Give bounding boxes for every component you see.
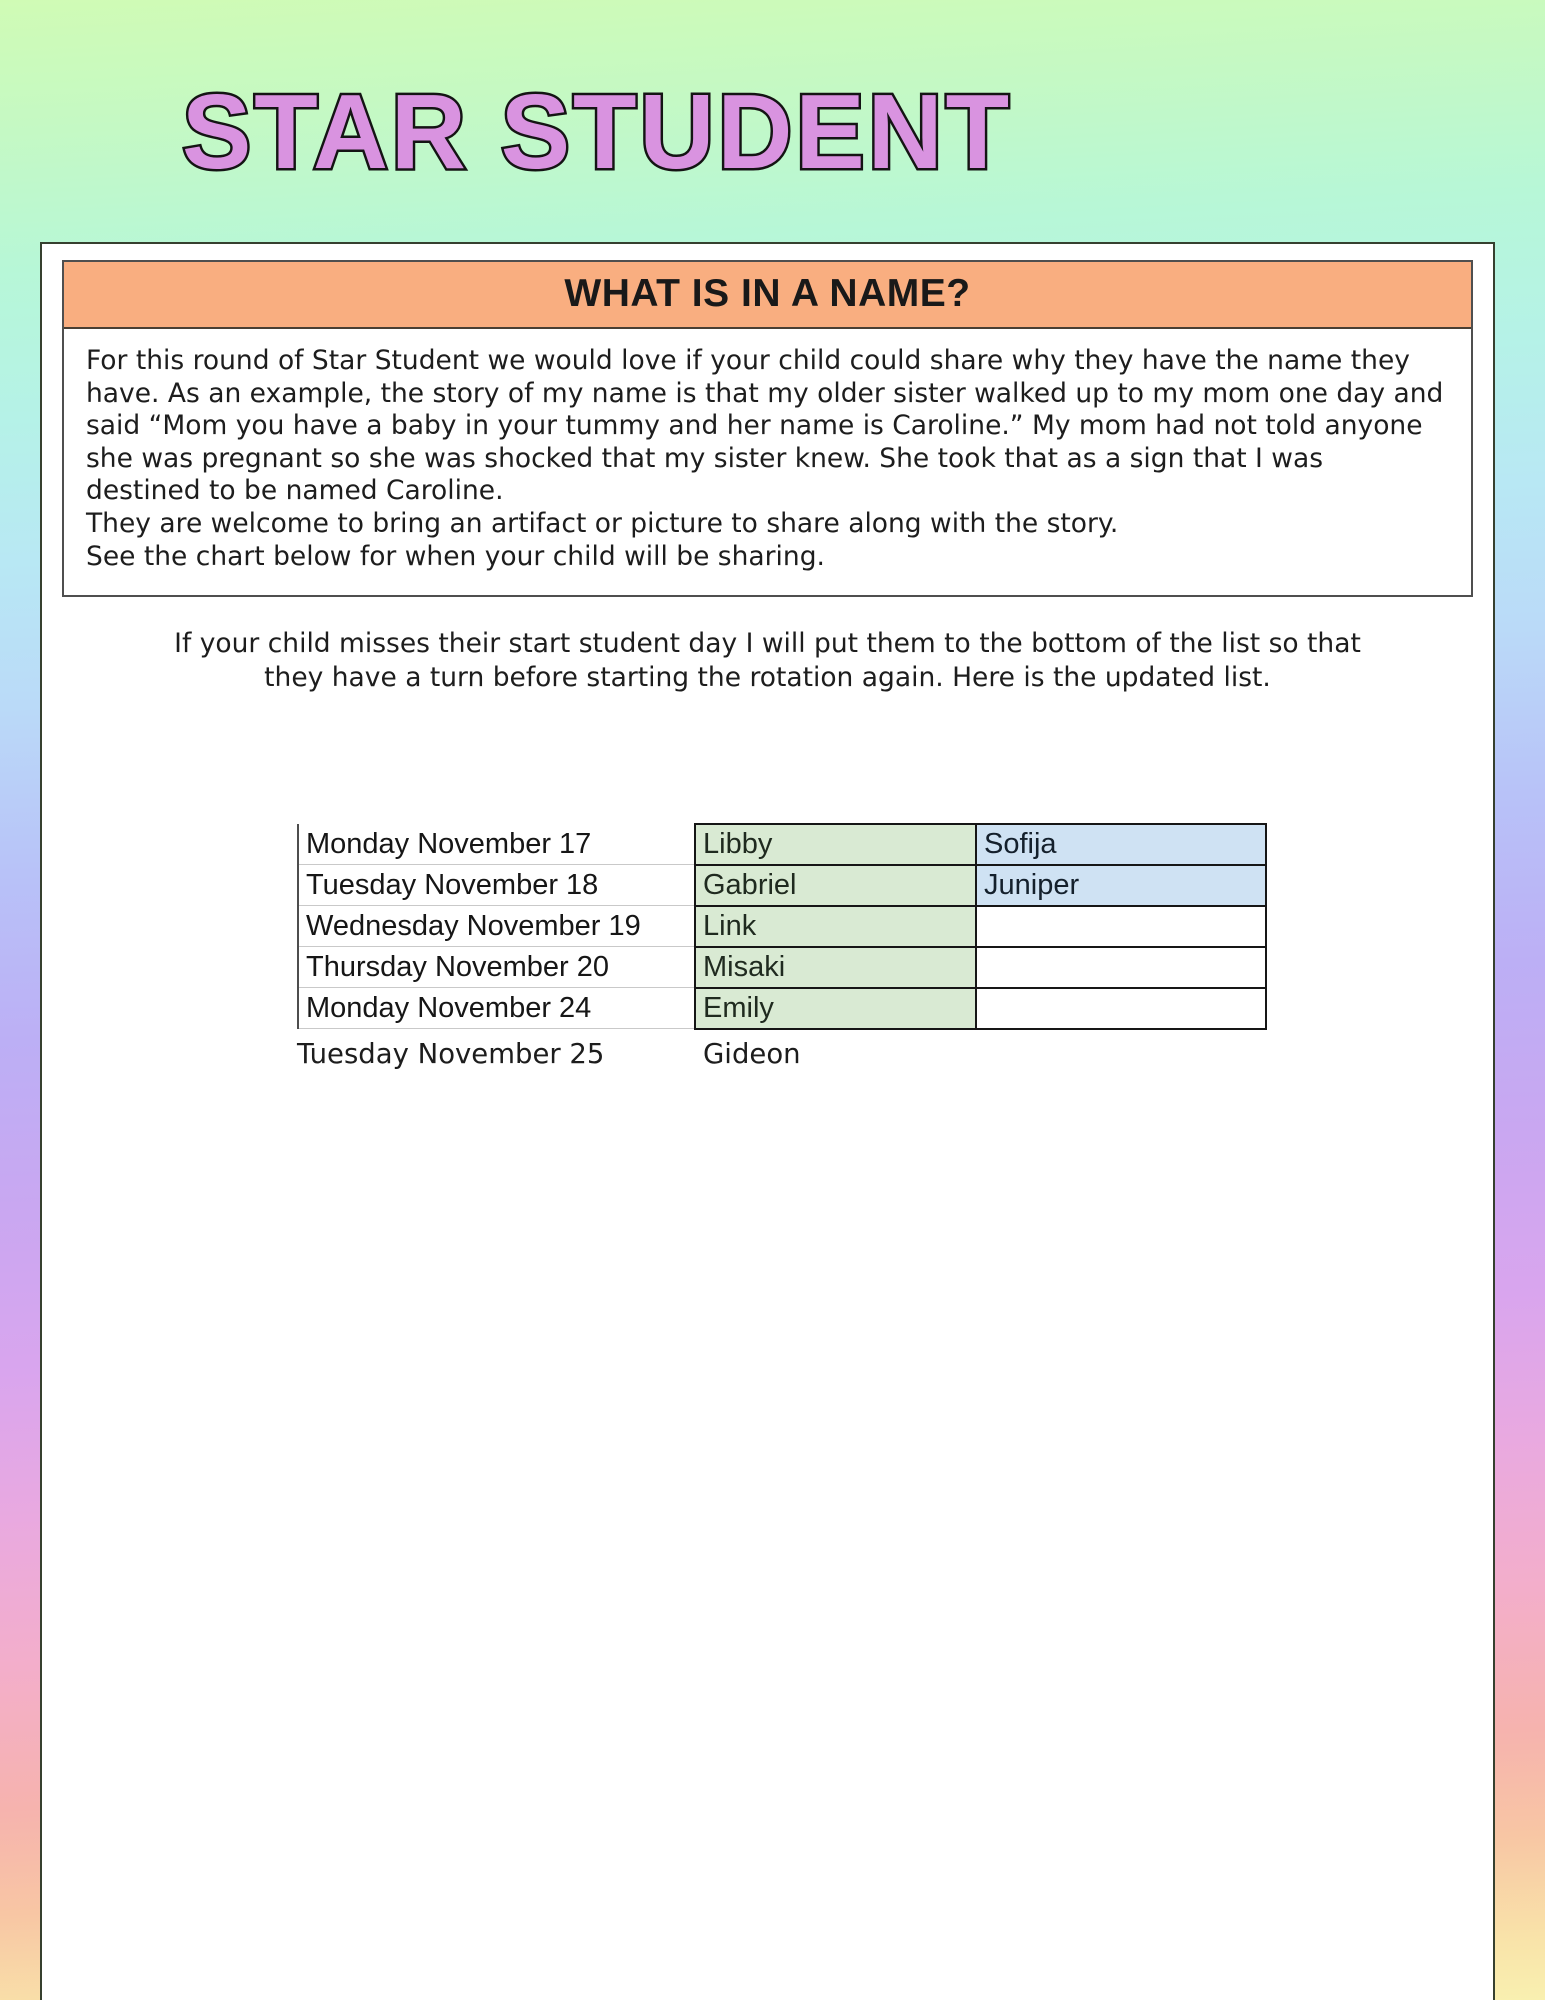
note-text: If your child misses their start student day I will put them to the bottom of the list so that they have a turn before starting the rotation again. Here is the updated list.	[174, 628, 1361, 694]
date-cell: Wednesday November 19	[298, 906, 695, 947]
card-header-title: WHAT IS IN A NAME?	[64, 262, 1471, 329]
overflow-student: Gideon	[703, 1037, 801, 1070]
name-card	[62, 260, 1473, 597]
page-title-text: STAR STUDENT	[182, 76, 1012, 191]
date-cell: Thursday November 20	[298, 947, 695, 988]
student-cell-empty	[976, 988, 1266, 1029]
table-row	[298, 947, 1266, 988]
student-cell-blue: Sofija	[976, 824, 1266, 865]
student-cell-green: Misaki	[695, 947, 976, 988]
table-row	[298, 865, 1266, 906]
student-cell-green: Link	[695, 906, 976, 947]
overflow-date: Tuesday November 25	[297, 1037, 605, 1070]
student-cell-empty	[976, 947, 1266, 988]
date-cell: Monday November 17	[298, 824, 695, 865]
page-title	[178, 76, 1023, 196]
student-cell-green: Libby	[695, 824, 976, 865]
overflow-row	[297, 1038, 1493, 1070]
table-row	[298, 988, 1266, 1029]
student-cell-empty	[976, 906, 1266, 947]
page-title-svg	[178, 76, 1023, 196]
date-cell: Tuesday November 18	[298, 865, 695, 906]
table-row	[298, 824, 1266, 865]
date-cell: Monday November 24	[298, 988, 695, 1029]
student-cell-green: Emily	[695, 988, 976, 1029]
schedule-table	[297, 823, 1267, 1030]
card-paragraph-2: They are welcome to bring an artifact or picture to share along with the story.	[86, 507, 1119, 539]
content-panel	[40, 242, 1495, 2000]
table-row	[298, 906, 1266, 947]
card-paragraph-3: See the chart below for when your child will be sharing.	[86, 540, 825, 572]
student-cell-blue: Juniper	[976, 865, 1266, 906]
card-paragraph-1: For this round of Star Student we would love if your child could share why they have the name they have. As an example, the story of my name is that my older sister walked up to my mom one day and said “Mom you have a baby in your tummy and her name is Caroline.” My mom had not told anyone she was pregnant so she was shocked that my sister knew. She took that as a sign that I was destined to be named Caroline.	[86, 345, 1444, 507]
card-body	[64, 329, 1471, 595]
student-cell-green: Gabriel	[695, 865, 976, 906]
